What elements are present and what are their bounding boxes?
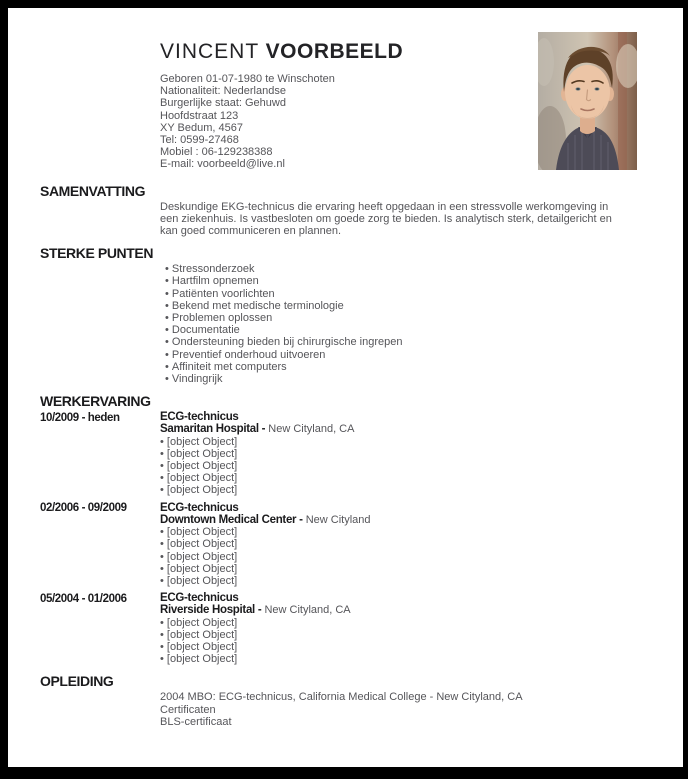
sterke-punten-heading: STERKE PUNTEN — [40, 245, 154, 262]
job-content — [160, 592, 628, 665]
strength-item: • Affiniteit met computers — [160, 361, 628, 373]
strength-item: • Hartfilm opnemen — [160, 275, 628, 287]
strengths-list — [160, 263, 628, 385]
job-row — [40, 502, 663, 587]
job-content — [160, 411, 628, 496]
section-sterke-punten — [40, 247, 663, 385]
strength-item: • Ondersteuning bieden bij chirurgische ingrepen — [160, 336, 628, 348]
job-bullet: • [object Object] — [160, 629, 628, 641]
personal-detail-line: Nationaliteit: Nederlandse — [160, 85, 286, 98]
job-company-line — [160, 604, 628, 616]
section-werkervaring — [40, 395, 663, 665]
job-title: ECG-technicus — [160, 592, 239, 605]
job-bullet: • [object Object] — [160, 526, 628, 538]
personal-detail-line: E-mail: voorbeeld@live.nl — [160, 158, 285, 171]
job-bullet: • [object Object] — [160, 484, 628, 496]
personal-detail-line: Burgerlijke staat: Gehuwd — [160, 97, 286, 110]
strength-item: • Bekend met medische terminologie — [160, 300, 628, 312]
job-location: New Cityland, CA — [268, 423, 355, 436]
job-bullet: • [object Object] — [160, 436, 628, 448]
job-period: 10/2009 - heden — [40, 411, 120, 424]
portrait-photo-image — [538, 32, 637, 170]
personal-detail-line: Tel: 0599-27468 — [160, 134, 239, 147]
jobs-list — [40, 411, 663, 665]
job-period: 05/2004 - 01/2006 — [40, 592, 127, 605]
job-bullets — [160, 526, 628, 587]
job-bullet: • [object Object] — [160, 472, 628, 484]
person-last-name: VOORBEELD — [265, 40, 404, 63]
job-company-line — [160, 514, 628, 526]
personal-detail-line: Geboren 01-07-1980 te Winschoten — [160, 73, 335, 85]
job-bullet: • [object Object] — [160, 653, 628, 665]
education-lines — [160, 691, 628, 728]
job-location: New Cityland, CA — [264, 604, 351, 617]
strength-item: • Stressonderzoek — [160, 263, 628, 275]
job-bullet: • [object Object] — [160, 448, 628, 460]
personal-detail-line: Mobiel : 06-129238388 — [160, 146, 273, 159]
education-line: 2004 MBO: ECG-technicus, California Medical College - New Cityland, CA — [160, 691, 523, 704]
job-location: New Cityland — [305, 513, 371, 526]
personal-detail-line: XY Bedum, 4567 — [160, 121, 243, 134]
job-company-line — [160, 423, 628, 435]
strength-item: • Patiënten voorlichten — [160, 288, 628, 300]
job-title: ECG-technicus — [160, 501, 239, 514]
job-bullet: • [object Object] — [160, 538, 628, 550]
education-line: BLS-certificaat — [160, 715, 232, 728]
strength-item: • Preventief onderhoud uitvoeren — [160, 349, 628, 361]
job-bullet: • [object Object] — [160, 641, 628, 653]
job-content — [160, 502, 628, 587]
portrait-photo — [538, 32, 637, 170]
job-bullet: • [object Object] — [160, 617, 628, 629]
job-bullet: • [object Object] — [160, 460, 628, 472]
job-bullets — [160, 436, 628, 497]
person-first-name: VINCENT — [160, 40, 259, 63]
cv-page — [8, 8, 683, 767]
job-title: ECG-technicus — [160, 411, 239, 424]
education-line: Certificaten — [160, 703, 216, 716]
summary-text: Deskundige EKG-technicus die ervaring heeft opgedaan in een stressvolle werkomgeving in een ziekenhuis. Is vastbesloten om goede zorg te bieden. Is analytisch sterk, detailgericht en kan goed communiceren en plannen. — [160, 200, 612, 238]
job-bullet: • [object Object] — [160, 563, 628, 575]
job-row — [40, 411, 663, 496]
job-bullet: • [object Object] — [160, 575, 628, 587]
job-bullet: • [object Object] — [160, 551, 628, 563]
job-period: 02/2006 - 09/2009 — [40, 502, 127, 515]
job-company: Downtown Medical Center - — [160, 513, 303, 526]
opleiding-heading: OPLEIDING — [40, 673, 114, 690]
samenvatting-heading: SAMENVATTING — [40, 182, 146, 199]
job-bullets — [160, 617, 628, 666]
personal-detail-line: Hoofdstraat 123 — [160, 109, 239, 122]
strength-item: • Problemen oplossen — [160, 312, 628, 324]
werkervaring-heading: WERKERVARING — [40, 393, 151, 410]
strength-item: • Vindingrijk — [160, 373, 628, 385]
job-row — [40, 592, 663, 665]
section-samenvatting — [40, 182, 663, 238]
section-opleiding — [40, 675, 663, 728]
job-company: Riverside Hospital - — [160, 604, 262, 617]
strength-item: • Documentatie — [160, 324, 628, 336]
job-company: Samaritan Hospital - — [160, 423, 266, 436]
